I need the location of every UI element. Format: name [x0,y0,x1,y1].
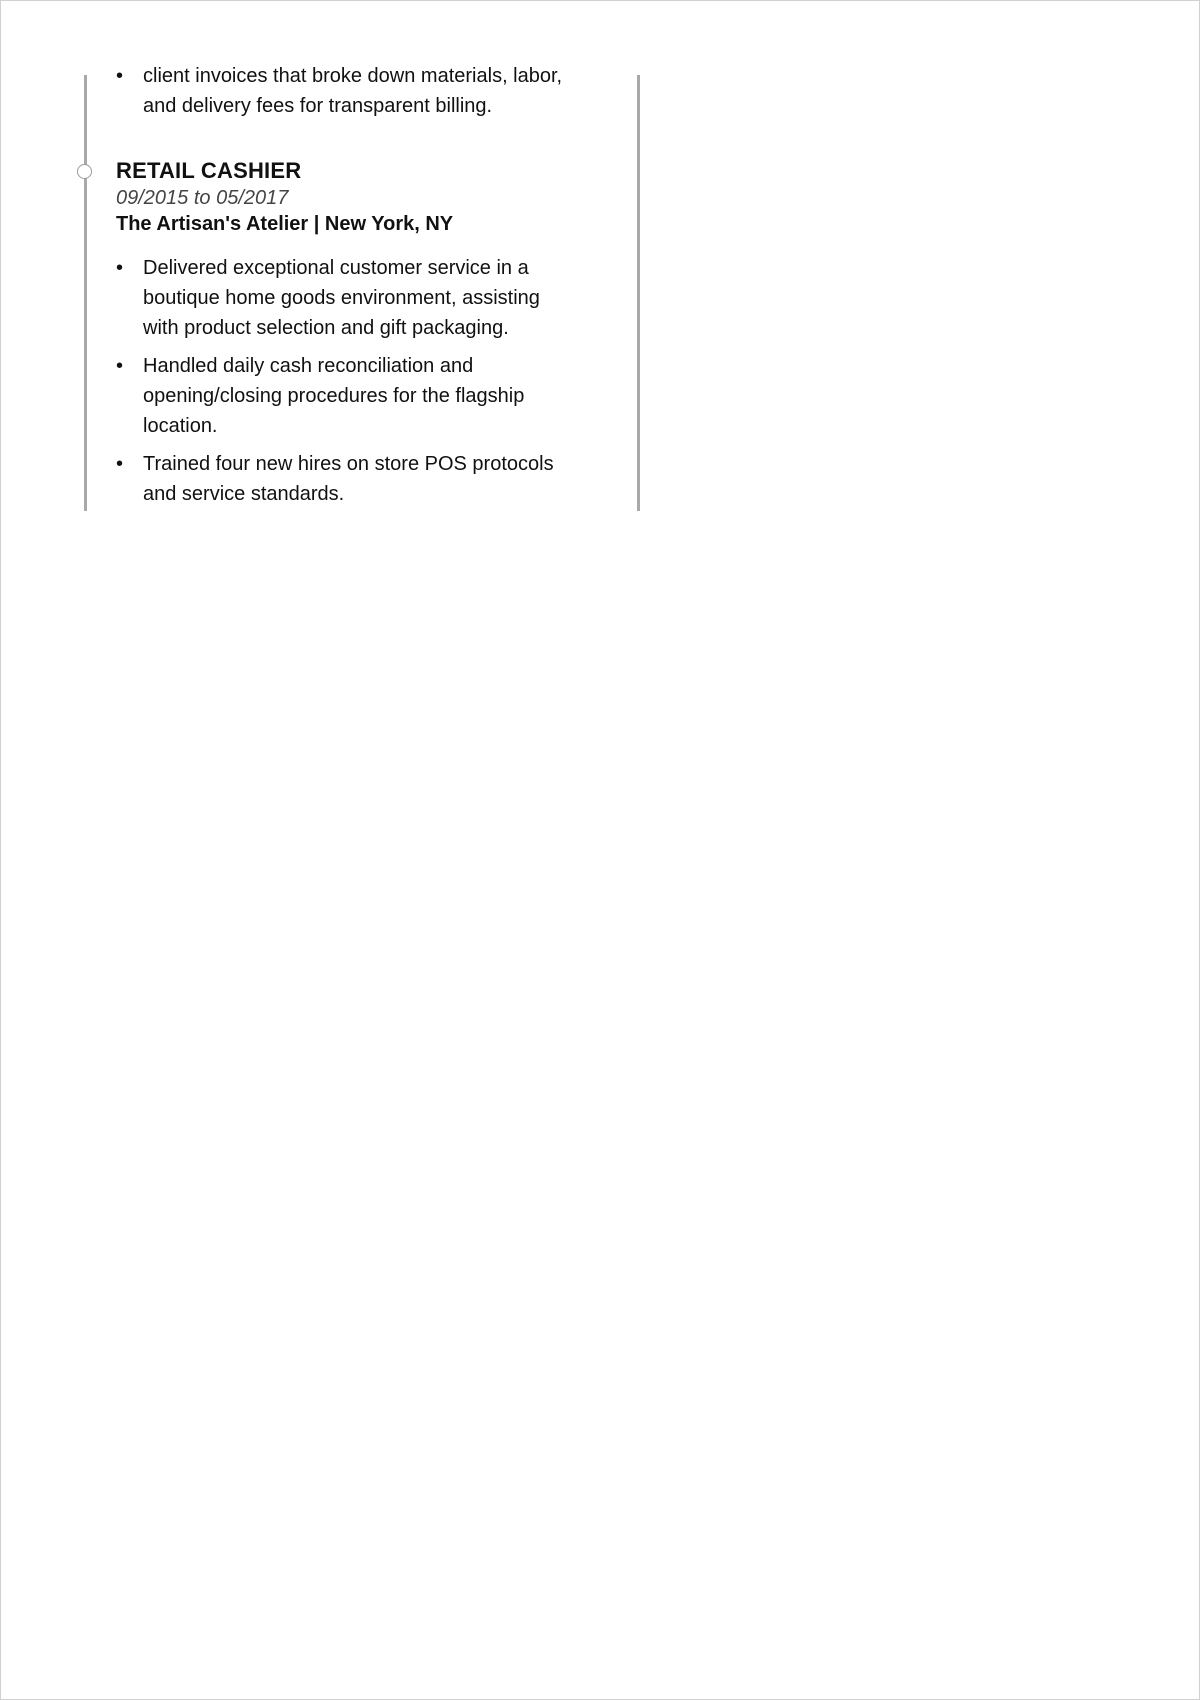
bullet-text: Handled daily cash reconciliation and opening/closing procedures for the flagship location. [143,355,525,437]
timeline-marker-icon [77,164,92,179]
job-bullets [116,253,571,509]
bullet-icon: • [116,355,124,377]
list-item [116,449,571,509]
bullet-icon: • [116,65,124,87]
column-divider [637,75,640,511]
previous-entry-bullets [116,61,571,121]
experience-section [116,61,571,517]
bullet-text: Delivered exceptional customer service in a boutique home goods environment, assisting with product selection and gift packaging. [143,257,540,339]
bullet-text: client invoices that broke down materials, labor, and delivery fees for transparent billing. [143,65,563,117]
bullet-icon: • [116,257,124,279]
list-item [116,351,571,441]
list-item [116,61,571,121]
job-title: RETAIL CASHIER [116,158,302,183]
timeline-line [84,75,87,511]
list-item [116,253,571,343]
job-company: The Artisan's Atelier | New York, NY [116,213,454,235]
job-dates: 09/2015 to 05/2017 [116,187,289,209]
bullet-text: Trained four new hires on store POS protocols and service standards. [143,453,554,505]
bullet-icon: • [116,453,124,475]
